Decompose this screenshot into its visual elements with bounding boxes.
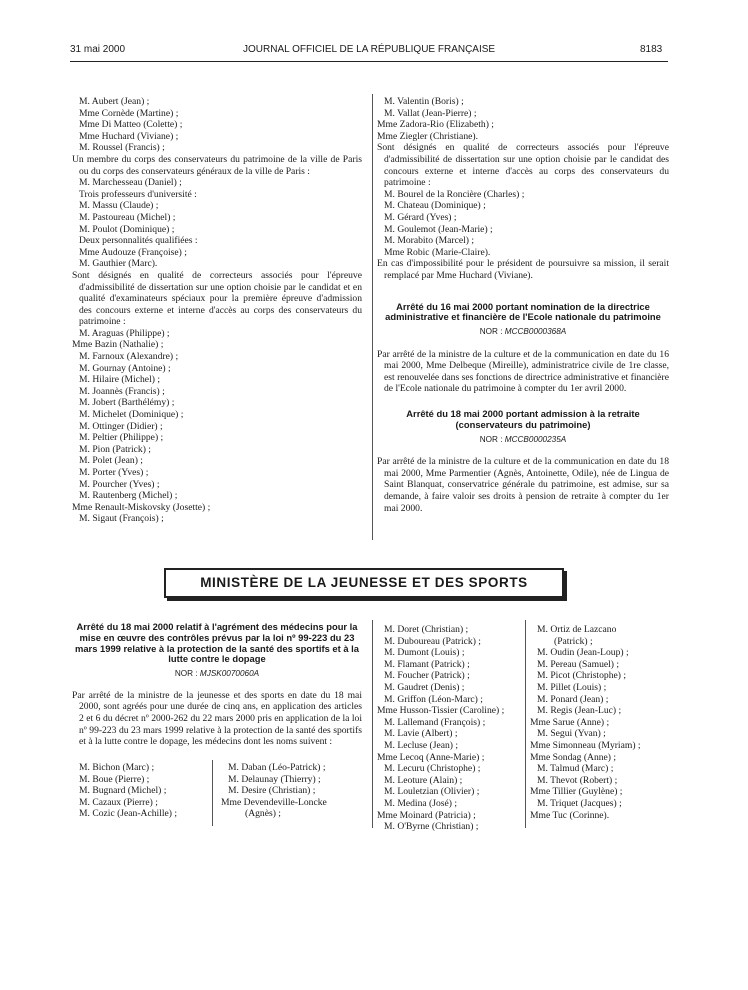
name-entry: M. Daban (Léo-Patrick) ; [228,762,326,773]
text-line: Mme Ziegler (Christiane). [377,130,478,142]
decree-block [72,622,362,748]
nor-label: NOR : [174,669,198,679]
column-divider [372,94,373,540]
names-column-a [72,762,207,820]
name-entry: M. Regis (Jean-Luc) ; [537,705,622,717]
ministry-banner: MINISTÈRE DE LA JEUNESSE ET DES SPORTS [164,568,564,598]
text-line: Un membre du corps des conservateurs du patrimoine de la ville de Paris ou du corps des conservateurs généraux de la ville de Paris : [72,153,362,177]
name-entry: Mme Sarue (Anne) ; [530,716,610,728]
name-entry: M. Flamant (Patrick) ; [384,658,470,670]
name-entry: Mme Simonneau (Myriam) ; [530,739,641,751]
name-entry: Mme Tuc (Corinne). [530,809,610,821]
header-date: 31 mai 2000 [70,44,126,55]
nor-label: NOR : [479,327,503,337]
name-entry: Mme Lecoq (Anne-Marie) ; [377,751,485,763]
text-line: M. Aubert (Jean) ; [79,96,150,107]
text-line: Deux personnalités qualifiées : [79,235,198,247]
text-line: M. Michelet (Dominique) ; [79,409,184,421]
text-line: Mme Bazin (Nathalie) ; [72,339,164,351]
text-line: Sont désignés en qualité de correcteurs associés pour l'épreuve d'admissibilité de dissertation sur une option choisie par le candidat et en qualité d'examinateurs spéciaux pour la première épreuve d'admission des concours externe et interne d'accès au corps des conservateurs du patrimoine : [72,269,362,328]
name-entry: M. Leoture (Alain) ; [384,774,463,786]
name-entry: M. Duboureau (Patrick) ; [384,635,481,647]
text-line: M. Roussel (Francis) ; [79,142,165,154]
name-entry: M. Boue (Pierre) ; [79,773,150,785]
name-entry: M. Doret (Christian) ; [384,624,469,635]
nor-reference [377,434,669,446]
name-entry: M. Cozic (Jean-Achille) ; [79,808,178,820]
name-entry: M. Griffon (Léon-Marc) ; [384,693,483,705]
text-line: M. Pourcher (Yves) ; [79,478,160,490]
text-line: Mme Renault-Miskovsky (Josette) ; [72,501,211,513]
name-entry: M. Bugnard (Michel) ; [79,785,167,797]
name-entry: M. Foucher (Patrick) ; [384,670,470,682]
name-entry: M. Bichon (Marc) ; [79,762,155,773]
text-line: M. Marchesseau (Daniel) ; [79,177,182,189]
decree-title: Arrêté du 16 mai 2000 portant nomination de la directrice administrative et financière de l'Ecole nationale du patrimoine [385,300,661,323]
text-line: Mme Huchard (Viviane) ; [79,130,179,142]
name-entry: M. Talmud (Marc) ; [537,763,614,775]
text-line: M. Ottinger (Didier) ; [79,420,163,432]
name-entry: M. Pereau (Samuel) ; [537,658,620,670]
column-divider [525,620,526,828]
name-entry: M. Picot (Christophe) ; [537,670,627,682]
decree-body: Par arrêté de la ministre de la jeunesse et des sports en date du 18 mai 2000, sont agréés pour une durée de cinq ans, en application des articles 2 et 6 du décret nº 2000-262 du 22 mars 2000 pris en application de la loi nº 99-223 du 23 mars 1999 relative à la protection de la santé des sportifs et à la lutte contre le dopage, les médecins dont les noms suivent : [72,689,362,748]
name-entry: M. Lecuru (Christophe) ; [384,763,481,775]
name-entry: M. Delaunay (Thierry) ; [228,773,321,785]
name-entry: M. Thevot (Robert) ; [537,774,618,786]
text-line: Trois professeurs d'université : [79,188,197,200]
text-line: M. Pastoureau (Michel) ; [79,211,176,223]
nor-code: MCCB0000235A [504,434,567,444]
nor-reference [377,326,669,338]
name-entry: Mme Moinard (Patricia) ; [377,809,476,821]
name-entry: M. Triquet (Jacques) ; [537,797,622,809]
text-line: M. Araguas (Philippe) ; [79,327,170,339]
text-line: M. Farnoux (Alexandre) ; [79,351,179,363]
name-entry: Mme Sondag (Anne) ; [530,751,617,763]
text-line: Mme Cornède (Martine) ; [79,107,179,119]
name-entry: (Agnès) ; [245,808,281,820]
nor-code: MJSK0070060A [199,669,260,679]
text-line: M. Gournay (Antoine) ; [79,362,171,374]
text-line: M. Goulemot (Jean-Marie) ; [384,223,493,235]
text-line: M. Poulot (Dominique) ; [79,223,175,235]
text-line: M. Pion (Patrick) ; [79,443,151,455]
nor-code: MCCB0000368A [504,327,567,337]
name-entry: Mme Devendeville-Loncke [221,796,327,808]
name-entry: M. Oudin (Jean-Loup) ; [537,647,629,659]
text-line: M. Morabito (Marcel) ; [384,235,475,247]
text-line: M. Peltier (Philippe) ; [79,432,164,444]
names-column-c [377,624,523,833]
name-entry: M. Louletzian (Olivier) ; [384,786,480,798]
header-rule [70,61,668,62]
text-line: Mme Di Matteo (Colette) ; [79,119,183,131]
name-entry: M. Ponard (Jean) ; [537,693,609,705]
text-line: M. Vallat (Jean-Pierre) ; [384,107,477,119]
name-entry: M. O'Byrne (Christian) ; [384,821,479,833]
text-line: Mme Robic (Marie-Claire). [384,246,491,258]
name-entry: M. Cazaux (Pierre) ; [79,796,158,808]
decree-title: Arrêté du 18 mai 2000 portant admission à la retraite (conservateurs du patrimoine) [406,408,640,430]
text-line: M. Rautenberg (Michel) ; [79,490,178,502]
column-divider [372,620,373,828]
text-line: M. Hilaire (Michel) ; [79,374,160,386]
name-entry: Mme Tillier (Guylène) ; [530,786,623,798]
name-entry: M. Dumont (Louis) ; [384,647,465,659]
top-right-list [377,96,669,282]
name-entry: M. Lavie (Albert) ; [384,728,458,740]
name-entry: Mme Husson-Tissier (Caroline) ; [377,705,505,717]
name-entry: M. Segui (Yvan) ; [537,728,606,740]
column-divider [212,760,213,826]
top-left-column [72,96,362,525]
text-line: M. Chateau (Dominique) ; [384,200,486,212]
text-line: M. Bourel de la Roncière (Charles) ; [384,188,525,200]
decree-title: Arrêté du 18 mai 2000 relatif à l'agrément des médecins pour la mise en œuvre des contrôles prévus par la loi nº 99-223 du 23 mars 1999 relative à la protection de la santé des sportifs et à la lutte contre le dopage [75,621,359,665]
name-entry: M. Desire (Christian) ; [228,785,316,797]
text-line: M. Jobert (Barthélémy) ; [79,397,175,409]
name-entry: M. Lecluse (Jean) ; [384,739,459,751]
name-entry: (Patrick) ; [554,635,593,647]
name-entry: M. Ortiz de Lazcano [537,624,617,635]
text-line: M. Gérard (Yves) ; [384,211,457,223]
top-right-column [377,96,669,514]
decree-body: Par arrêté de la ministre de la culture et de la communication en date du 18 mai 2000, Mme Parmentier (Agnès, Antoinette, Odile), née de Lingua de Saint Blanquat, conservatrice générale du patrimoine, est admise, sur sa demande, à faire valoir ses droits à pension de retraite à compter du 1er mai 2000. [377,456,669,514]
text-line: Sont désignés en qualité de correcteurs associés pour l'épreuve d'admissibilité de dissertation sur une option choisie par le candidat des concours externe et interne d'accès au corps des conservateurs du patrimoine : [377,142,669,189]
text-line: Mme Audouze (Françoise) ; [79,246,187,258]
text-line: M. Sigaut (François) ; [79,513,164,525]
text-line: M. Valentin (Boris) ; [384,96,464,107]
name-entry: M. Gaudret (Denis) ; [384,681,465,693]
text-line: M. Gauthier (Marc). [79,258,158,270]
text-line: M. Polet (Jean) ; [79,455,143,467]
text-line: M. Massu (Claude) ; [79,200,159,212]
name-entry: M. Lallemand (François) ; [384,716,486,728]
text-line: M. Porter (Yves) ; [79,467,149,478]
page-number: 8183 [640,44,663,55]
names-column-d [530,624,670,821]
text-line: Mme Zadora-Rio (Elizabeth) ; [377,119,494,131]
nor-label: NOR : [479,434,503,444]
decree-body: Par arrêté de la ministre de la culture et de la communication en date du 16 mai 2000, Mme Delbeque (Mireille), administratrice civile de 1re classe, est renouvelée dans ses fonctions de directrice administrative et financière de l'Ecole nationale du patrimoine à compter du 1er avril 2000. [377,348,669,395]
name-entry: M. Pillet (Louis) ; [537,681,607,693]
text-line: En cas d'impossibilité pour le président de poursuivre sa mission, il serait remplacé par Mme Huchard (Viviane). [377,258,669,281]
nor-reference [72,668,362,680]
names-column-b [221,762,371,820]
journal-title: JOURNAL OFFICIEL DE LA RÉPUBLIQUE FRANÇAISE [243,44,496,55]
text-line: M. Joannès (Francis) ; [79,385,165,397]
name-entry: M. Medina (José) ; [384,797,458,809]
